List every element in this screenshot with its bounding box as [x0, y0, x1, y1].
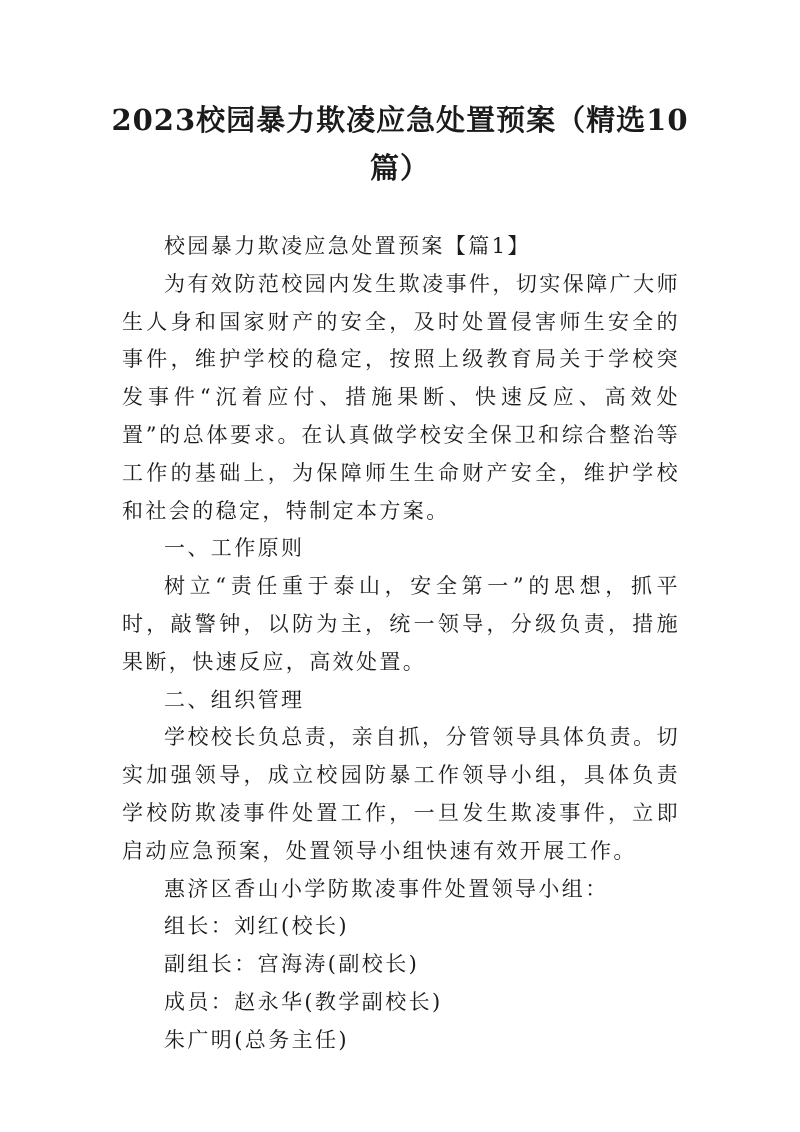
member-line-2: 朱广明(总务主任) [164, 1027, 349, 1052]
group-leader-line: 组长：刘红(校长) [164, 914, 349, 939]
section-heading-principles: 一、工作原则 [164, 536, 305, 561]
document-body [122, 228, 680, 1060]
intro-paragraph: 为有效防范校园内发生欺凌事件，切实保障广大师生人身和国家财产的安全，及时处置侵害师生安全的事件，维护学校的稳定，按照上级教育局关于学校突发事件“沉着应付、措施果断、快速反应、高效处置”的总体要求。在认真做学校安全保卫和综合整治等工作的基础上，为保障师生生命财产安全，维护学校和社会的稳定，特制定本方案。 [122, 271, 680, 523]
member-line: 成员：赵永华(教学副校长) [164, 989, 443, 1014]
document-title: 2023校园暴力欺凌应急处置预案（精选10篇） [111, 103, 689, 185]
leadership-group-heading: 惠济区香山小学防欺凌事件处置领导小组： [164, 876, 609, 901]
section-heading-part1: 校园暴力欺凌应急处置预案【篇1】 [164, 234, 531, 258]
deputy-leader-line: 副组长：宫海涛(副校长) [164, 952, 420, 977]
section-heading-management: 二、组织管理 [164, 687, 305, 712]
principles-paragraph: 树立“责任重于泰山，安全第一”的思想，抓平时，敲警钟，以防为主，统一领导，分级负责，措施果断，快速反应，高效处置。 [122, 574, 680, 674]
management-paragraph: 学校校长负总责，亲自抓，分管领导具体负责。切实加强领导，成立校园防暴工作领导小组，具体负责学校防欺凌事件处置工作，一旦发生欺凌事件，立即启动应急预案，处置领导小组快速有效开展工作。 [122, 725, 680, 863]
